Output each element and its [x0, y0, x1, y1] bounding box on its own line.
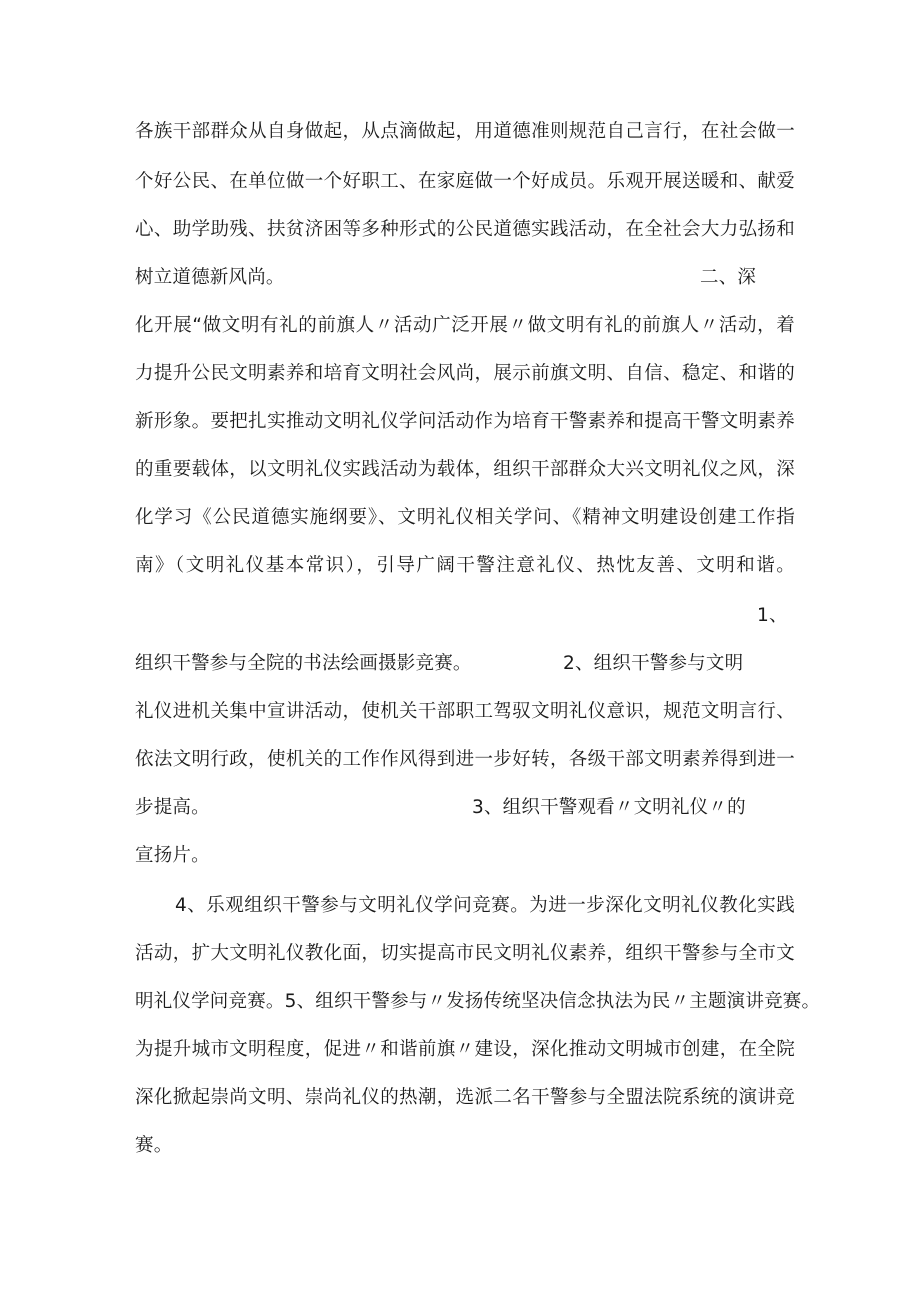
- list-item: 2、组织干警参与文明: [563, 653, 744, 674]
- paragraph-line: 4、乐观组织干警参与文明礼仪学问竞赛。为进一步深化文明礼仪教化实践: [175, 895, 795, 916]
- section-heading-start: 二、深: [700, 267, 757, 288]
- paragraph-line: 礼仪进机关集中宣讲活动，使机关干部职工驾驭文明礼仪意识，规范文明言行、: [135, 701, 795, 722]
- list-number: 1、: [757, 605, 788, 626]
- paragraph-line: 南》（文明礼仪基本常识），引导广阔干警注意礼仪、热忱友善、文明和谐。: [135, 555, 795, 576]
- paragraph-line: 依法文明行政，使机关的工作作风得到进一步好转，各级干部文明素养得到进一: [135, 749, 795, 770]
- paragraph-line: 树立道德新风尚。: [135, 267, 285, 288]
- paragraph-line: 为提升城市文明程度，促进〃和谐前旗〃建设，深化推动文明城市创建，在全院: [135, 1039, 795, 1060]
- paragraph-line: 的重要载体，以文明礼仪实践活动为载体，组织干部群众大兴文明礼仪之风，深: [135, 459, 795, 480]
- paragraph-line: 赛。: [135, 1135, 173, 1156]
- paragraph-line: 新形象。要把扎实推动文明礼仪学问活动作为培育干警素养和提高干警文明素养: [135, 411, 795, 432]
- paragraph-line: 力提升公民文明素养和培育文明社会风尚，展示前旗文明、自信、稳定、和谐的: [135, 363, 795, 384]
- list-item: 组织干警参与全院的书法绘画摄影竞赛。: [135, 653, 472, 674]
- list-item: 3、组织干警观看〃文明礼仪〃的: [472, 797, 746, 818]
- paragraph-line: 活动，扩大文明礼仪教化面，切实提高市民文明礼仪素养，组织干警参与全市文: [135, 943, 795, 964]
- paragraph-line: 宣扬片。: [135, 845, 210, 866]
- paragraph-line: 步提高。: [135, 797, 210, 818]
- paragraph-line: 明礼仪学问竞赛。5、组织干警参与〃发扬传统坚决信念执法为民〃主题演讲竞赛。: [135, 991, 821, 1012]
- paragraph-line: 心、助学助残、扶贫济困等多种形式的公民道德实践活动，在全社会大力弘扬和: [135, 219, 795, 240]
- paragraph-line: 化学习《公民道德实施纲要》、文明礼仪相关学问、《精神文明建设创建工作指: [135, 507, 795, 528]
- paragraph-line: 深化掀起崇尚文明、崇尚礼仪的热潮，选派二名干警参与全盟法院系统的演讲竞: [135, 1087, 795, 1108]
- paragraph-line: 个好公民、在单位做一个好职工、在家庭做一个好成员。乐观开展送暖和、献爱: [135, 171, 795, 192]
- paragraph-line: 化开展“做文明有礼的前旗人〃活动广泛开展〃做文明有礼的前旗人〃活动，着: [135, 315, 795, 336]
- paragraph-line: 各族干部群众从自身做起，从点滴做起，用道德准则规范自己言行，在社会做一: [135, 121, 795, 142]
